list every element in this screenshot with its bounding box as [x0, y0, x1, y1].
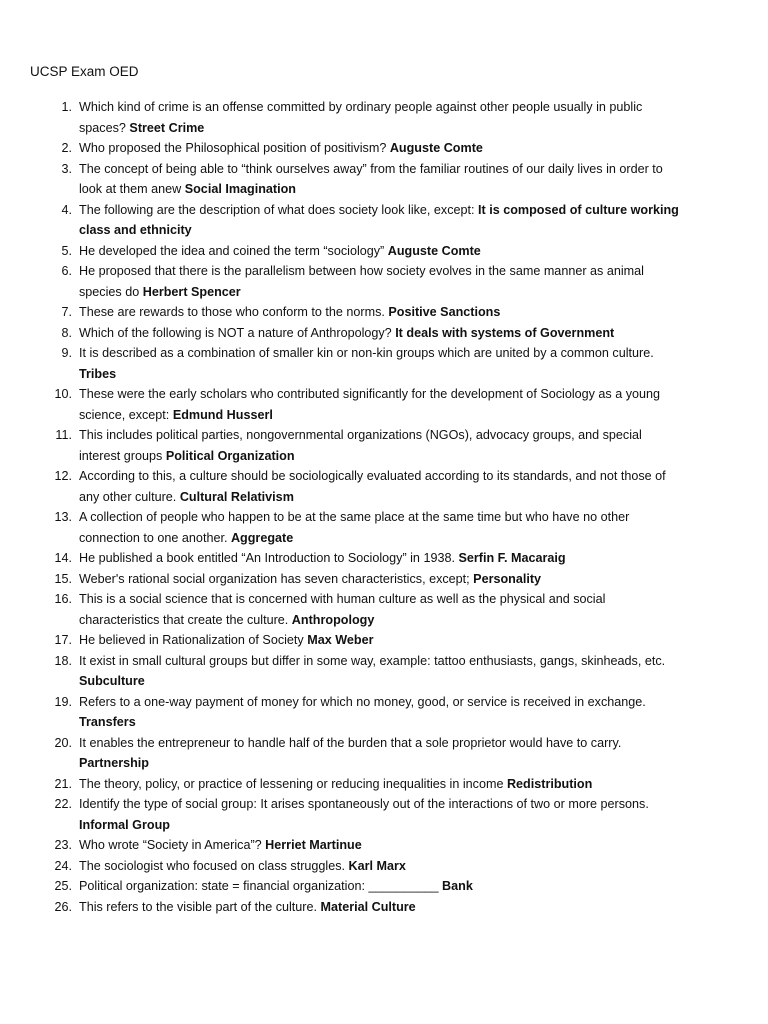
- list-item: [0, 630, 768, 651]
- answer-text: Positive Sanctions: [388, 305, 501, 319]
- answer-text: Material Culture: [320, 899, 416, 914]
- answer-text: Personality: [473, 571, 542, 586]
- answer-text: Social Imagination: [184, 182, 296, 196]
- question-number: 22.: [54, 797, 72, 811]
- question-number: 1.: [61, 100, 72, 114]
- question-number: 10.: [54, 387, 72, 401]
- question-body: [79, 835, 679, 856]
- question-body: [79, 323, 679, 344]
- answer-text: Street Crime: [129, 120, 205, 135]
- question-number: 6.: [61, 264, 72, 278]
- answer-text: Anthropology: [291, 612, 375, 627]
- question-body: [79, 138, 679, 159]
- question-body: [79, 897, 679, 918]
- question-text: Refers to a one-way payment of money for which no money, good, or service is received in exchange.: [79, 694, 646, 709]
- list-item: [0, 159, 768, 200]
- list-item: [0, 507, 768, 548]
- answer-text: Edmund Husserl: [172, 407, 273, 422]
- question-number: 5.: [61, 243, 72, 258]
- question-text: This refers to the visible part of the culture.: [79, 899, 317, 914]
- document-title: UCSP Exam OED: [30, 64, 139, 79]
- list-item: [0, 774, 768, 795]
- question-text: Which of the following is NOT a nature of Anthropology?: [79, 325, 392, 340]
- list-item: [0, 733, 768, 774]
- list-item: [0, 241, 768, 262]
- question-number: 24.: [54, 858, 72, 873]
- answer-text: Redistribution: [506, 776, 593, 791]
- list-item: [0, 97, 768, 138]
- list-item: [0, 692, 768, 733]
- question-number: 18.: [54, 653, 72, 668]
- answer-text: Max Weber: [307, 633, 374, 647]
- question-number: 7.: [61, 305, 72, 319]
- list-item: [0, 323, 768, 344]
- question-text: These were the early scholars who contributed significantly for the development of Sociology as a young science, except:: [79, 387, 661, 422]
- question-text: He developed the idea and coined the term “sociology”: [79, 243, 385, 258]
- question-text: Weber's rational social organization has seven characteristics, except;: [79, 571, 470, 586]
- list-item: [0, 302, 768, 323]
- question-number: 20.: [54, 735, 72, 750]
- question-body: [79, 692, 679, 733]
- answer-text: Herriet Martinue: [265, 838, 362, 852]
- question-text: He believed in Rationalization of Society: [79, 633, 304, 647]
- answer-text: Karl Marx: [348, 858, 406, 873]
- question-body: [79, 774, 679, 795]
- question-body: [79, 630, 679, 651]
- answer-text: Bank: [442, 879, 473, 893]
- question-number: 4.: [61, 202, 72, 217]
- question-body: [79, 507, 679, 548]
- answer-text: Political Organization: [165, 448, 295, 463]
- question-number: 11.: [55, 428, 72, 442]
- question-body: [79, 466, 679, 507]
- question-text: He published a book entitled “An Introduction to Sociology” in 1938.: [79, 551, 455, 565]
- question-body: [79, 200, 679, 241]
- list-item: [0, 384, 768, 425]
- question-body: [79, 261, 679, 302]
- question-text: Which kind of crime is an offense committed by ordinary people against other people usually in public spaces?: [79, 100, 643, 135]
- question-text: This includes political parties, nongovernmental organizations (NGOs), advocacy groups, and special interest groups: [79, 428, 642, 463]
- question-number: 17.: [54, 633, 72, 647]
- question-body: [79, 425, 679, 466]
- question-body: [79, 97, 679, 138]
- question-text: Who wrote “Society in America”?: [79, 838, 262, 852]
- list-item: [0, 569, 768, 590]
- answer-text: Partnership: [79, 756, 149, 770]
- question-list: [0, 97, 768, 917]
- question-body: [79, 589, 679, 630]
- question-text: A collection of people who happen to be at the same place at the same time but who have no other connection to one another.: [79, 510, 630, 545]
- answer-text: Tribes: [79, 366, 117, 381]
- question-number: 13.: [54, 510, 72, 524]
- question-body: [79, 651, 679, 692]
- answer-text: Informal Group: [79, 817, 170, 832]
- list-item: [0, 138, 768, 159]
- answer-text: Cultural Relativism: [179, 489, 294, 504]
- answer-text: Subculture: [79, 674, 145, 688]
- answer-text: Serfin F. Macaraig: [458, 551, 566, 565]
- question-text: The following are the description of what does society look like, except:: [79, 202, 475, 217]
- question-number: 16.: [54, 592, 72, 606]
- list-item: [0, 425, 768, 466]
- question-body: [79, 856, 679, 877]
- question-number: 23.: [54, 838, 72, 852]
- list-item: [0, 548, 768, 569]
- question-text: The concept of being able to “think ourselves away” from the familiar routines of our daily lives in order to look at them anew: [79, 161, 663, 196]
- list-item: [0, 200, 768, 241]
- question-text: Identify the type of social group: It arises spontaneously out of the interactions of two or more persons.: [79, 797, 649, 811]
- question-text: These are rewards to those who conform to the norms.: [79, 305, 385, 319]
- question-body: [79, 876, 679, 897]
- question-body: [79, 548, 679, 569]
- list-item: [0, 261, 768, 302]
- question-number: 8.: [61, 325, 72, 340]
- list-item: [0, 897, 768, 918]
- answer-text: Auguste Comte: [387, 243, 481, 258]
- answer-text: Transfers: [79, 715, 136, 729]
- question-number: 14.: [54, 551, 72, 565]
- question-text: It is described as a combination of smaller kin or non-kin groups which are united by a common culture.: [79, 346, 654, 360]
- list-item: [0, 794, 768, 835]
- list-item: [0, 589, 768, 630]
- question-body: [79, 384, 679, 425]
- question-body: [79, 794, 679, 835]
- answer-text: It deals with systems of Government: [395, 325, 615, 340]
- list-item: [0, 651, 768, 692]
- question-text: This is a social science that is concerned with human culture as well as the physical and social characteristics that create the culture.: [79, 592, 606, 627]
- list-item: [0, 343, 768, 384]
- question-body: [79, 343, 679, 384]
- question-body: [79, 569, 679, 590]
- question-body: [79, 241, 679, 262]
- question-number: 3.: [61, 161, 72, 176]
- question-number: 15.: [54, 571, 72, 586]
- question-text: According to this, a culture should be sociologically evaluated according to its standards, and not those of any other culture.: [79, 469, 666, 504]
- question-text: It exist in small cultural groups but differ in some way, example: tattoo enthusiasts, gangs, skinheads, etc.: [79, 653, 666, 668]
- list-item: [0, 466, 768, 507]
- list-item: [0, 856, 768, 877]
- question-body: [79, 302, 679, 323]
- question-number: 21.: [54, 776, 72, 791]
- question-text: Who proposed the Philosophical position of positivism?: [79, 141, 387, 155]
- question-number: 25.: [54, 879, 72, 893]
- question-number: 9.: [61, 346, 72, 360]
- answer-text: Auguste Comte: [389, 141, 483, 155]
- question-number: 19.: [54, 694, 72, 709]
- question-text: The theory, policy, or practice of lessening or reducing inequalities in income: [79, 776, 504, 791]
- answer-text: Herbert Spencer: [142, 284, 241, 299]
- answer-text: Aggregate: [230, 530, 294, 545]
- answer-text: It is composed of culture working class and ethnicity: [79, 202, 679, 237]
- question-text: Political organization: state = financial organization: __________: [79, 879, 439, 893]
- question-number: 2.: [61, 141, 72, 155]
- list-item: [0, 876, 768, 897]
- question-text: He proposed that there is the parallelism between how society evolves in the same manner as animal species do: [79, 264, 644, 299]
- question-text: The sociologist who focused on class struggles.: [79, 858, 346, 873]
- question-number: 26.: [54, 899, 72, 914]
- question-body: [79, 159, 679, 200]
- question-number: 12.: [54, 469, 72, 483]
- question-text: It enables the entrepreneur to handle half of the burden that a sole proprietor would have to carry.: [79, 735, 622, 750]
- list-item: [0, 835, 768, 856]
- question-body: [79, 733, 679, 774]
